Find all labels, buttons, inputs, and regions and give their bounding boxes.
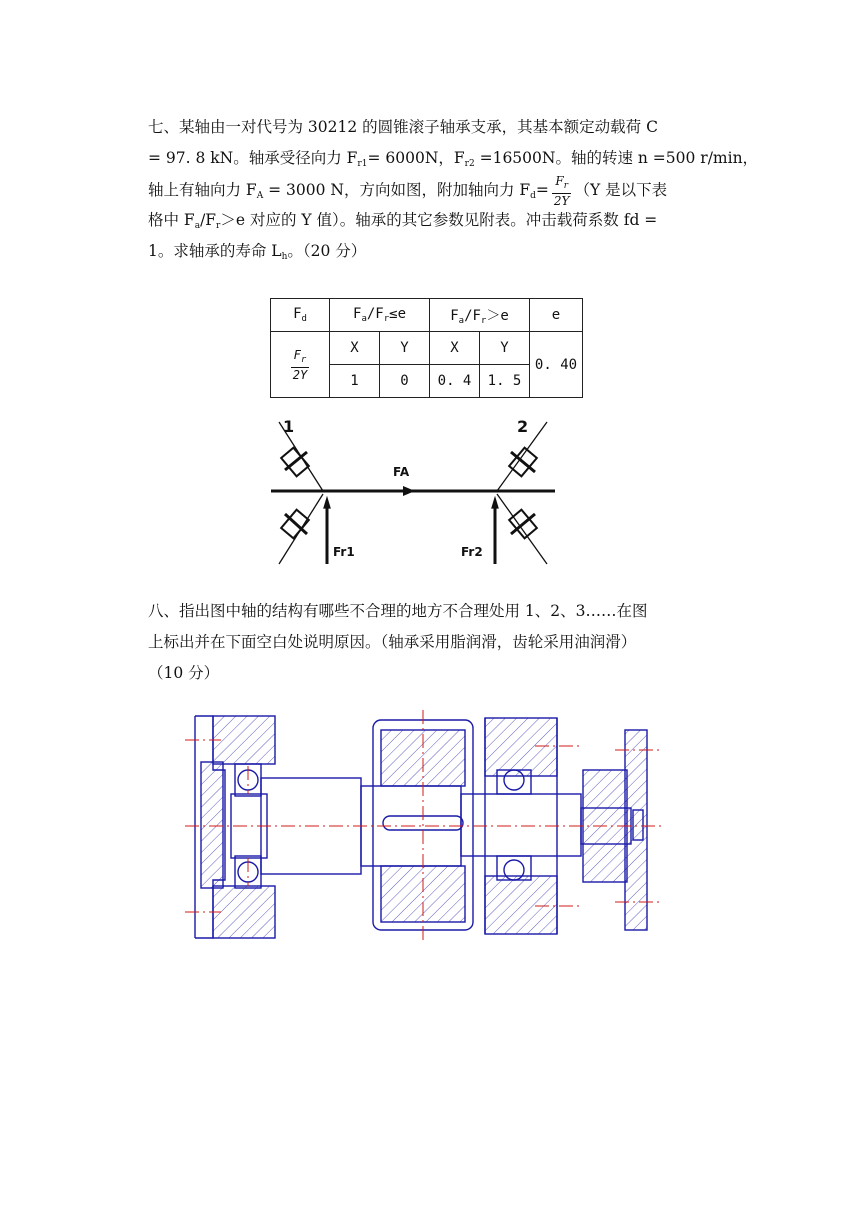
table-x-label-2: X <box>430 332 480 365</box>
bearing-2-bottom <box>497 494 547 564</box>
q7-line-3: 轴上有轴向力 $F_A = 3000$ N，方向如图，附加轴向力 $F_d=$ $\frac{F_r}{2Y}$ （Y 是以下表 <box>148 174 668 208</box>
q7-line-2: = 97. 8 kN。轴承受径向力 $F_{r1}= 6000N$，$F_{r2} =16500N$。轴的转速 n =500 r/min， <box>148 149 759 169</box>
fa-label: FA <box>393 465 410 479</box>
q8-line-1: 八、指出图中轴的结构有哪些不合理的地方不合理处用 1、2、3……在图 <box>148 602 648 620</box>
bearing-load-diagram <box>265 414 565 570</box>
table-header-gt-e: $F_a/F_r>e$ <box>430 299 530 332</box>
table-y-label-1: Y <box>380 332 430 365</box>
question-7 <box>148 112 759 267</box>
table-e-value: 0. 40 <box>530 332 583 398</box>
bearing-1-label: 1 <box>283 417 295 436</box>
table-header-fd: $F_d$ <box>271 299 330 332</box>
q7-line-5: 1。求轴承的寿命 $L_h$。（20 分） <box>148 242 367 262</box>
table-header-e: e <box>530 299 583 332</box>
table-x-value-2: 0. 4 <box>430 365 480 398</box>
table-y-value-2: 1. 5 <box>480 365 530 398</box>
table-y-label-2: Y <box>480 332 530 365</box>
fr2-label: Fr2 <box>461 545 483 559</box>
bearing-parameter-table <box>270 298 583 398</box>
table-x-value-1: 1 <box>330 365 380 398</box>
bearing-1-bottom <box>279 494 323 564</box>
table-header-le-e: $F_a/F_r\le e$ <box>330 299 430 332</box>
q8-line-3: （10 分） <box>148 664 220 682</box>
table-y-value-1: 0 <box>380 365 430 398</box>
fa-arrow <box>403 486 415 496</box>
question-8 <box>148 596 708 689</box>
q8-line-2: 上标出并在下面空白处说明原因。（轴承采用脂润滑，齿轮采用油润滑） <box>148 633 637 651</box>
shaft-structure-drawing <box>185 710 665 950</box>
q7-line-4: 格中 $F_a/F_r>e$ 对应的 Y 值）。轴承的其它参数见附表。冲击载荷系数 fd = <box>148 211 658 231</box>
fd-fraction: $\frac{F_r}{2Y}$ <box>553 174 570 208</box>
fr1-label: Fr1 <box>333 545 355 559</box>
left-housing <box>195 716 275 938</box>
q7-line-1: 七、某轴由一对代号为 30212 的圆锥滚子轴承支承，其基本额定动载荷 C <box>148 118 658 136</box>
end-cover <box>583 730 647 930</box>
bearing-2-label: 2 <box>517 417 529 436</box>
table-fd-formula: $\frac{F_r}{2Y}$ <box>271 332 330 398</box>
table-x-label-1: X <box>330 332 380 365</box>
